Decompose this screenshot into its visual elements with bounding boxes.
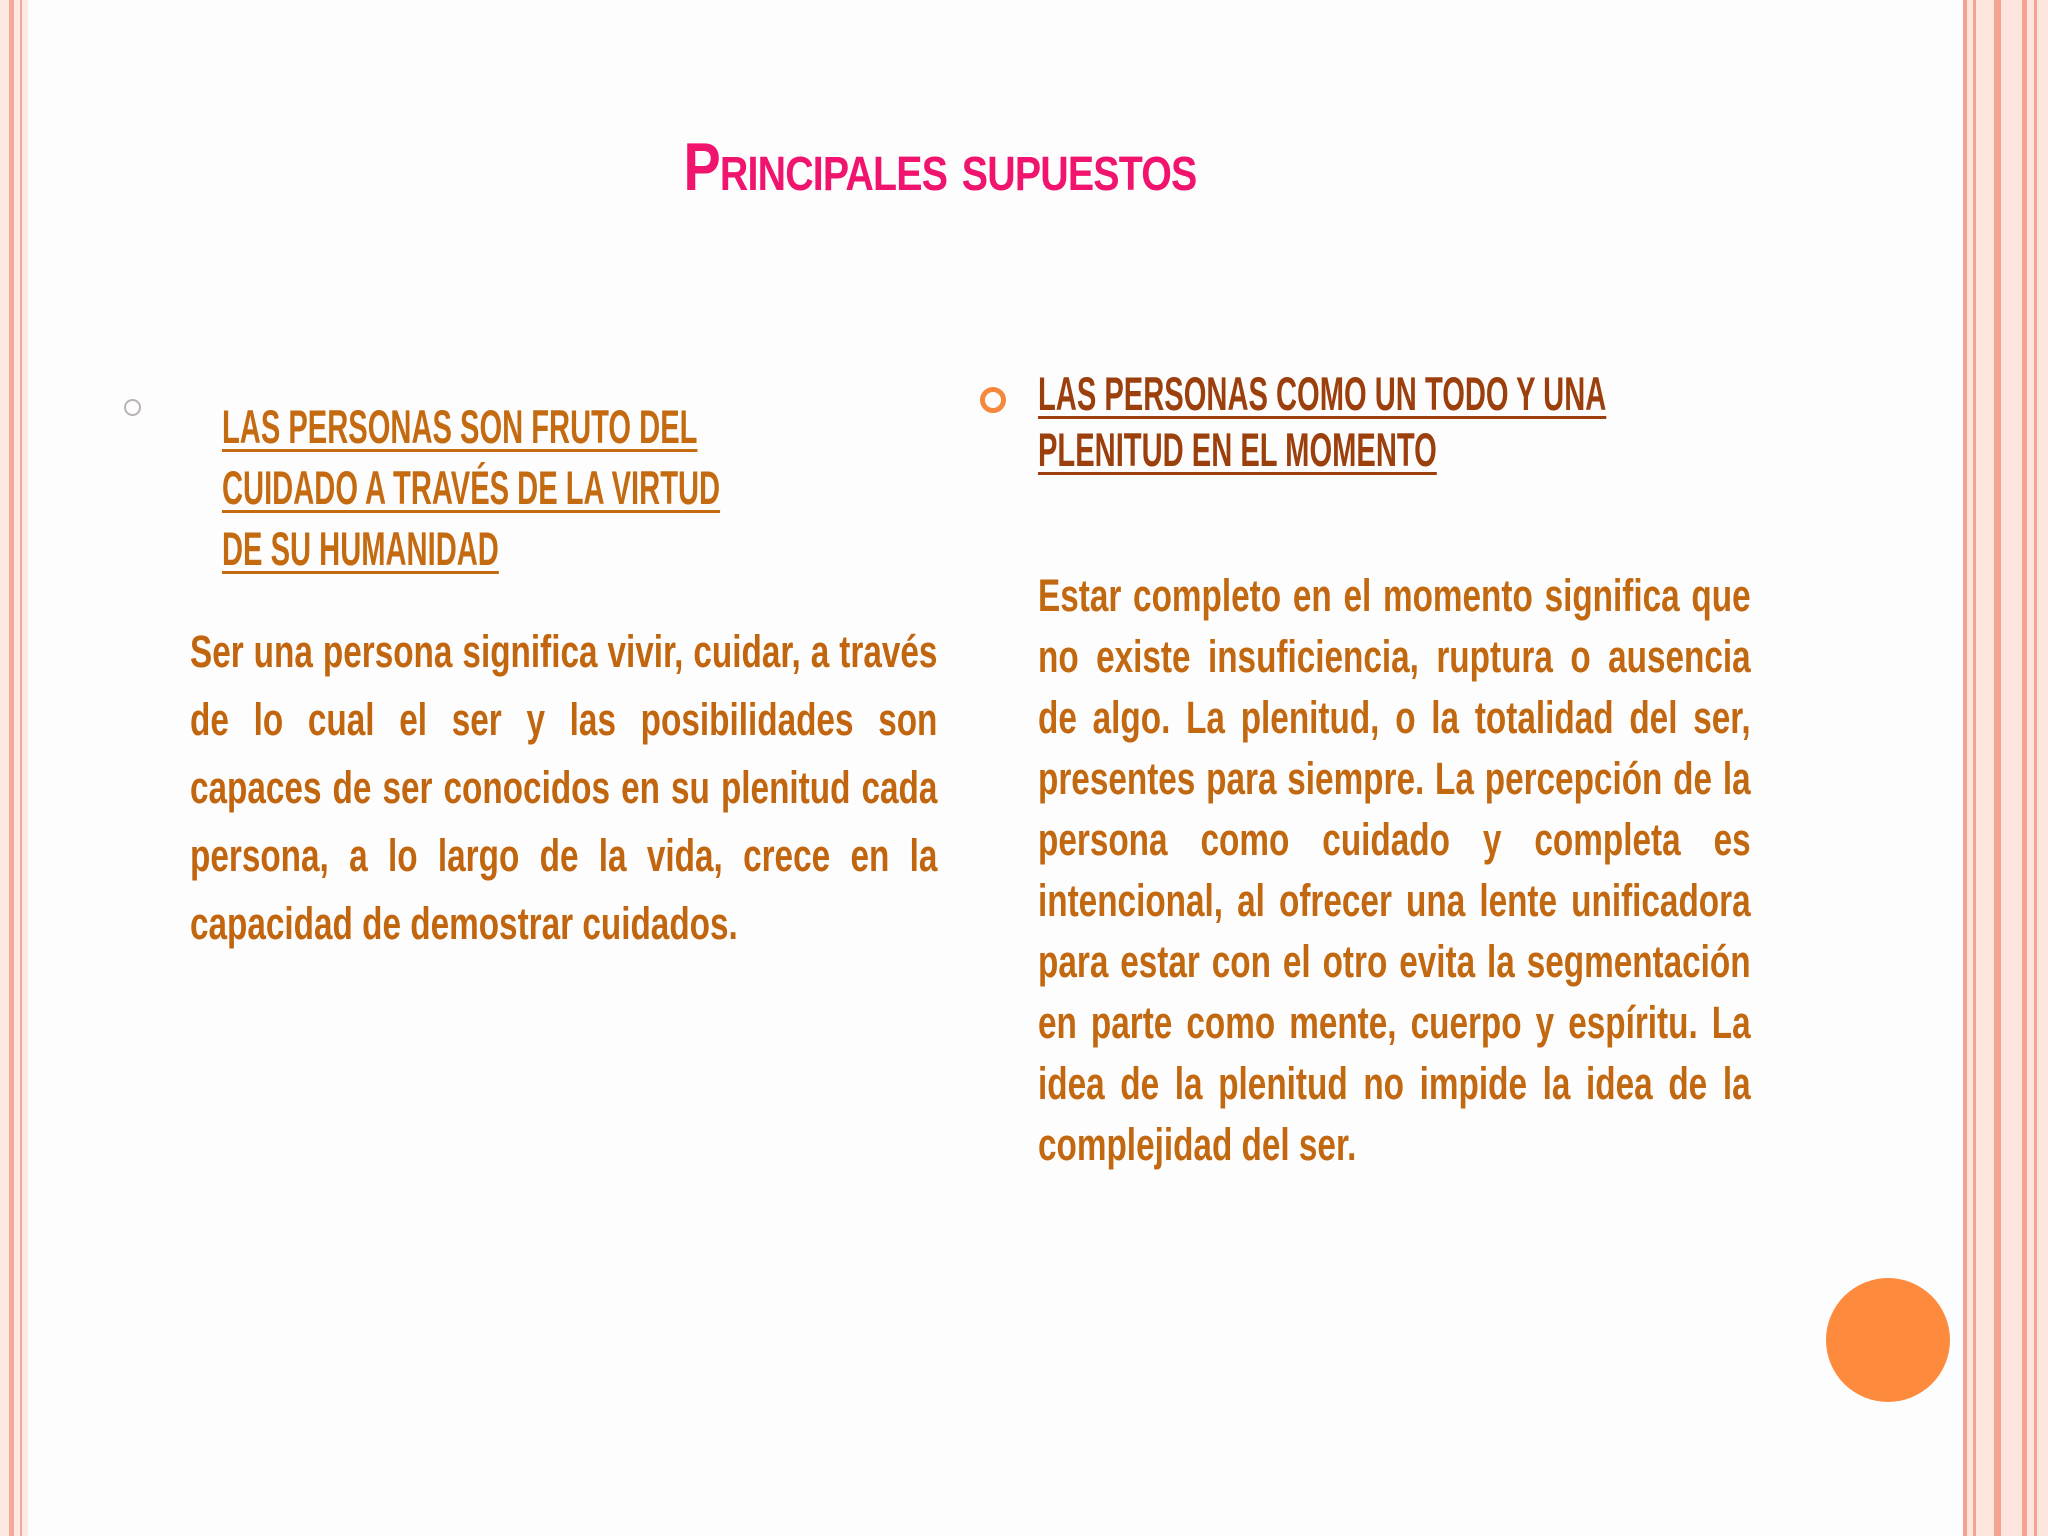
right-column-heading: LAS PERSONAS COMO UN TODO Y UNA PLENITUD EN EL MOMENTO	[1038, 367, 1607, 476]
slide-title: Principales supuestos	[683, 129, 1197, 205]
hollow-circle-bullet-icon	[124, 399, 141, 416]
right-border-line-4	[2022, 0, 2027, 1536]
left-column-body: Ser una persona significa vivir, cuidar, a través de lo cual el ser y las posibilidades son capaces de ser conocidos en su plenitud cada persona, a lo largo de la vida, crece en la capacidad de demostrar cuidados.	[190, 626, 938, 949]
right-border-line-2	[1973, 0, 1976, 1536]
left-border-band	[0, 0, 28, 1536]
right-border-line-5	[2034, 0, 2037, 1536]
left-border-line-thin	[20, 0, 22, 1536]
right-column-body: Estar completo en el momento significa que no existe insuficiencia, ruptura o ausencia de algo. La plenitud, o la totalidad del ser, presentes para siempre. La percepción de la persona como cuidado y completa es intencional, al ofrecer una lente unificadora para estar con el otro evita la segmentación en parte como mente, cuerpo y espíritu. La idea de la plenitud no impide la idea de la complejidad del ser.	[1038, 570, 1751, 1170]
right-border-line-1	[1963, 0, 1967, 1536]
left-column-heading: LAS PERSONAS SON FRUTO DEL CUIDADO A TRAVÉS DE LA VIRTUD DE SU HUMANIDAD	[222, 400, 721, 575]
orange-dot-icon	[1826, 1278, 1950, 1402]
right-border-line-3	[1994, 0, 2001, 1536]
left-border-line	[9, 0, 14, 1536]
orange-ring-bullet-icon	[980, 387, 1006, 413]
